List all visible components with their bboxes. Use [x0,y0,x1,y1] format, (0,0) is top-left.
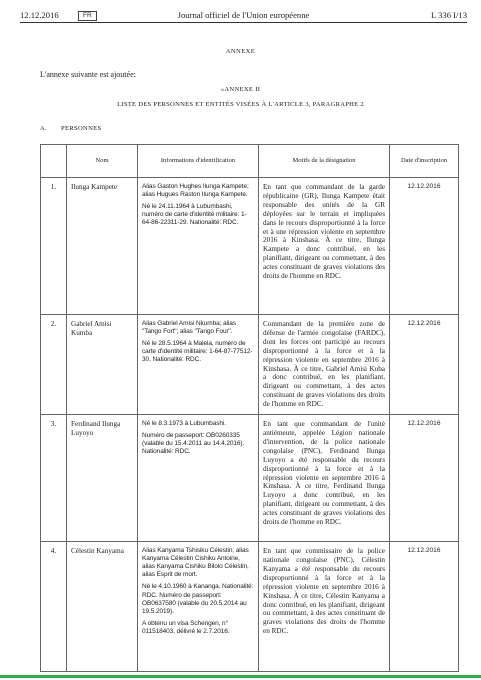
identification-info [138,415,259,542]
table-row [41,542,459,672]
journal-title: Journal officiel de l'Union européenne [177,10,310,20]
section-letter: A. [40,125,48,132]
header-motifs: Motifs de la désignation [259,145,390,178]
listing-date: 12.12.2016 [390,315,459,415]
designation-reasons: En tant que commissaire de la police nationale congolaise (PNC), Célestin Kanyama a été responsable du recours disproportionné à la force et à la répression violente en septembre 2016 à Kinshasa. À ce titre, Célestin Kanyama a donc contribué, en les planifiant, dirigeant ou commettant, à des actes constituant de graves violations des droits de l'homme en RDC. [259,542,390,672]
ident-line: Né le 28.5.1964 à Malela, numéro de carte d'identité militaire: 1-64-87-77512-30. Nationalité: RDC. [142,340,253,364]
intro-text: L'annexe suivante est ajoutée: [40,70,136,79]
row-number: 4. [41,542,67,672]
header-rule [20,22,467,23]
listing-date: 12.12.2016 [390,178,459,315]
person-name: Ilunga Kampete [67,178,138,315]
ident-line: Né le 24.11.1964 à Lubumbashi, numéro de carte d'identité militaire: 1-64-86-22311-29. Nationalité: RDC. [142,203,247,227]
designation-reasons: En tant que commandant de l'unité antiémeute, appelée Légion nationale d'intervention, de la police nationale congolaise (PNC), Ferdinand Ilunga Luyoyo a été responsable du recours disproportionné à la force et à la répression violente en septembre 2016 à Kinshasa. À ce titre, Ferdinand Ilunga Luyoyo a donc contribué, en les planifiant, dirigeant ou commettant, à des actes constituant de graves violations des droits de l'homme en RDC. [259,415,390,542]
table-header-row [41,145,459,178]
header-name: Nom [67,145,138,178]
header-identification: Informations d'identification [138,145,259,178]
listing-date: 12.12.2016 [390,542,459,672]
identification-info [138,315,259,415]
header-date: 12.12.2016 [20,10,59,20]
designation-reasons: Commandant de la première zone de défense de l'armée congolaise (FARDC), dont les forces ont participé au recours disproportionné à la force et à la répression violente en septembre 2016 à Kinshasa. À ce titre, Gabriel Amisi Kuba a donc contribué, en les planifiant, dirigeant ou commettant, à des actes constituant de graves violations des droits de l'homme en RDC. [259,315,390,415]
ident-line: Alias Gabriel Amisi Nkumba; alias "Tango Fort"; alias "Tango Four". [142,320,236,336]
section-label: PERSONNES [61,125,102,132]
row-number: 3. [41,415,67,542]
table-row [41,315,459,415]
row-number: 1. [41,178,67,315]
section-heading [40,125,101,132]
listing-date: 12.12.2016 [390,415,459,542]
designation-reasons: En tant que commandant de la garde républicaine (GR), Ilunga Kampete était responsable des unités de la GR déployées sur le terrain et impliquées dans le recours disproportionné à la force et à une répression violente en septembre 2016 à Kinshasa. À ce titre, Ilunga Kampete a donc contribué, en les planifiant, dirigeant ou commettant, à des actes constituant de graves violations des droits de l'homme en RDC. [259,178,390,315]
page-reference: L 336 I/13 [431,10,467,20]
row-number: 2. [41,315,67,415]
language-badge: FR [78,11,97,21]
person-name: Ferdinand Ilunga Luyoyo [67,415,138,542]
ident-line: A obtenu un visa Schengen, n° 011518403, délivré le 2.7.2016. [142,619,230,635]
page-header [20,8,467,22]
table-row [41,415,459,542]
header-number [41,145,67,178]
table-row [41,178,459,315]
identification-info [138,178,259,315]
ident-line: Alias Gaston Hughes Ilunga Kampete; alias Hugues Raston Ilunga Kampete. [142,183,249,199]
ident-line: Né le 8.3.1973 à Lubumbashi. [142,420,226,428]
ident-line: Numéro de passeport: OB0260335 (valable du 15.4.2011 au 14.4.2016). Nationalité: RDC. [142,432,245,456]
ident-line: Né le 4.10.1960 à Kananga. Nationalité: RDC. Numéro de passeport: OB0637580 (valable du 20.5.2014 au 19.5.2019). [142,583,254,615]
bottom-green-rule [0,675,481,678]
annexe-ii-title: «ANNEXE II [220,86,261,93]
identification-info [138,542,259,672]
ident-line: Alias Kanyama Tshisiku Célestin; alias Kanyama Célestin Cishiku Antoine, alias Kanyama Cishiku Bilolo Célestin, alias Esprit de mort. [142,547,249,579]
persons-table [40,144,459,672]
list-title: LISTE DES PERSONNES ET ENTITÉS VISÉES À L'ARTICLE 3, PARAGRAPHE 2 [117,101,364,108]
annexe-title: ANNEXE [225,48,256,55]
person-name: Célestin Kanyama [67,542,138,672]
header-date: Date d'inscription [390,145,459,178]
person-name: Gabriel Amisi Kumba [67,315,138,415]
